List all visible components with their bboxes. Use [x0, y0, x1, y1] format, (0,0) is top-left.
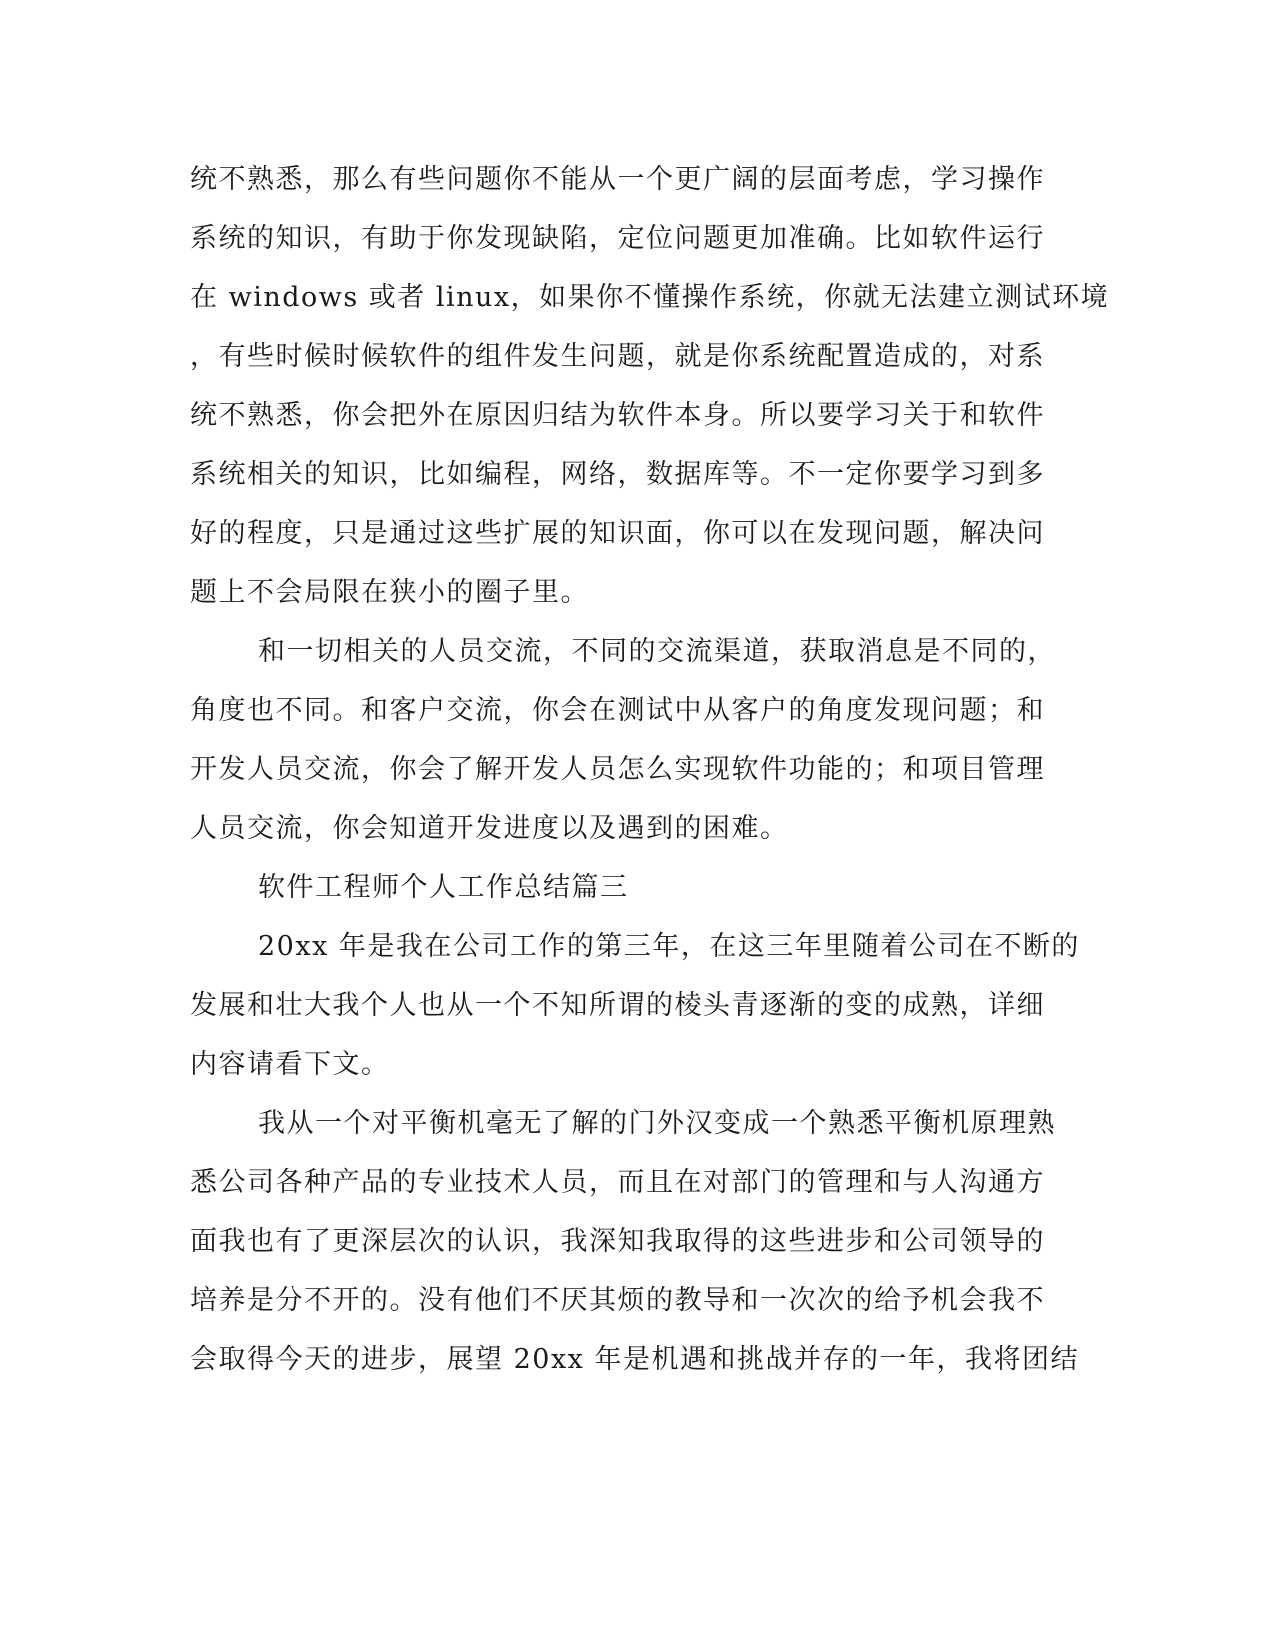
- section-heading: 软件工程师个人工作总结篇三: [258, 872, 629, 903]
- text-line: ，有些时候时候软件的组件发生问题，就是你系统配置造成的，对系: [190, 341, 1045, 372]
- text-line: 系统的知识，有助于你发现缺陷，定位问题更加准确。比如软件运行: [190, 223, 1045, 254]
- text-line: 培养是分不开的。没有他们不厌其烦的教导和一次次的给予机会我不: [190, 1285, 1045, 1316]
- text-line: 统不熟悉，你会把外在原因归结为软件本身。所以要学习关于和软件: [190, 400, 1045, 431]
- text-line: 好的程度，只是通过这些扩展的知识面，你可以在发现问题，解决问: [190, 518, 1045, 549]
- text-line: 角度也不同。和客户交流，你会在测试中从客户的角度发现问题；和: [190, 695, 1045, 726]
- paragraph-first-line: 我从一个对平衡机毫无了解的门外汉变成一个熟悉平衡机原理熟: [258, 1108, 1056, 1139]
- text-line: 会取得今天的进步，展望 20xx 年是机遇和挑战并存的一年，我将团结: [190, 1344, 1079, 1375]
- text-line: 系统相关的知识，比如编程，网络，数据库等。不一定你要学习到多: [190, 459, 1045, 490]
- text-line: 人员交流，你会知道开发进度以及遇到的困难。: [190, 813, 789, 844]
- text-line: 内容请看下文。: [190, 1049, 390, 1080]
- text-line: 题上不会局限在狭小的圈子里。: [190, 577, 589, 608]
- text-line: 统不熟悉，那么有些问题你不能从一个更广阔的层面考虑，学习操作: [190, 164, 1045, 195]
- text-line: 在 windows 或者 linux，如果你不懂操作系统，你就无法建立测试环境: [190, 282, 1110, 313]
- paragraph-first-line: 和一切相关的人员交流，不同的交流渠道，获取消息是不同的，: [258, 636, 1056, 667]
- text-line: 悉公司各种产品的专业技术人员，而且在对部门的管理和与人沟通方: [190, 1167, 1045, 1198]
- paragraph-first-line: 20xx 年是我在公司工作的第三年，在这三年里随着公司在不断的: [258, 931, 1080, 962]
- text-line: 开发人员交流，你会了解开发人员怎么实现软件功能的；和项目管理: [190, 754, 1045, 785]
- text-line: 面我也有了更深层次的认识，我深知我取得的这些进步和公司领导的: [190, 1226, 1045, 1257]
- text-line: 发展和壮大我个人也从一个不知所谓的棱头青逐渐的变的成熟，详细: [190, 990, 1045, 1021]
